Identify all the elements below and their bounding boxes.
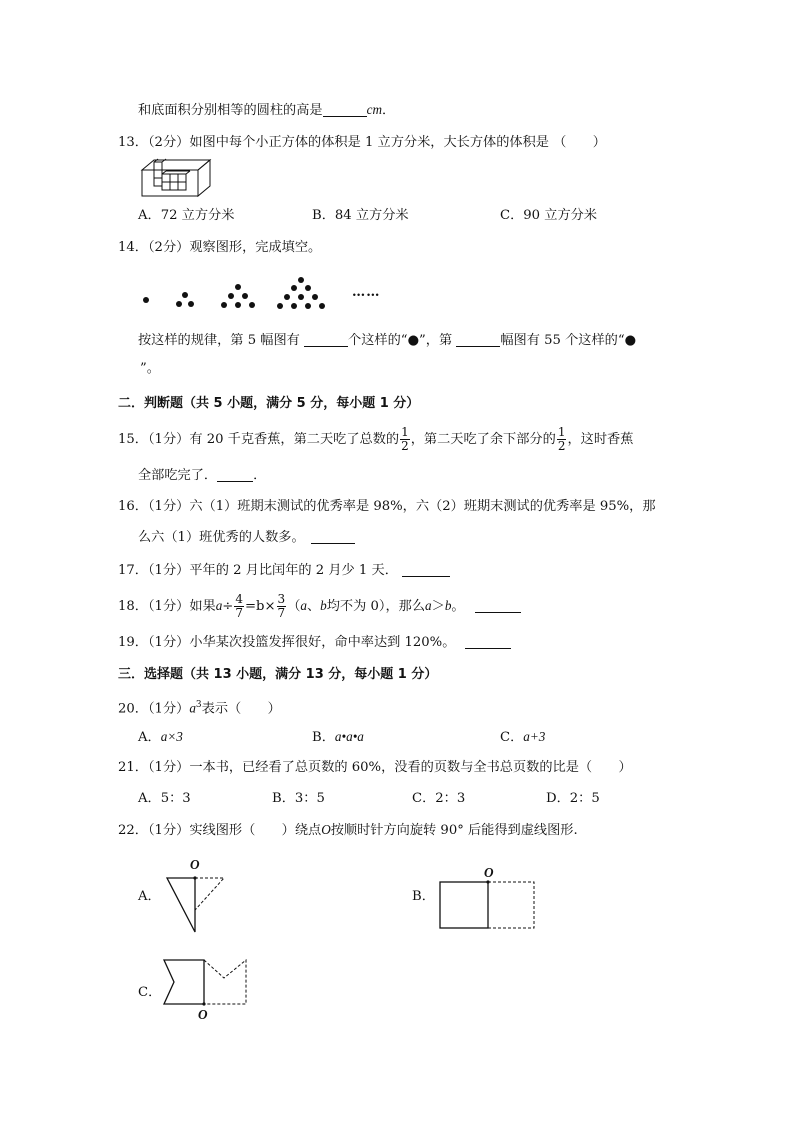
q15-frac2-num: 1 bbox=[557, 425, 566, 439]
q15-text-a: 15．（1分）有 20 千克香蕉，第二天吃了总数的 bbox=[118, 432, 400, 447]
q14-text-c: 幅图有 55 个这样的“● bbox=[500, 333, 637, 348]
q22-option-a-figure[interactable] bbox=[160, 872, 230, 936]
q22-b-o-label: O bbox=[484, 865, 494, 880]
section-2-title: 二．判断题（共 5 小题，满分 5 分，每小题 1 分） bbox=[118, 396, 420, 411]
q18-blank[interactable] bbox=[475, 598, 521, 613]
q21-option-b[interactable]: B．3：5 bbox=[272, 791, 325, 806]
q20-exp: 3 bbox=[195, 700, 202, 710]
q22-stem bbox=[118, 821, 578, 840]
q14-ellipsis: …… bbox=[352, 285, 381, 300]
q19-line bbox=[118, 634, 511, 652]
q20-opt-a-text: a×3 bbox=[160, 729, 183, 744]
q18-frac1-den: 7 bbox=[235, 606, 243, 620]
q16-line1: 16．（1分）六（1）班期末测试的优秀率是 98%，六（2）班期末测试的优秀率是 95%，那 bbox=[118, 499, 656, 514]
q15-frac1-den: 2 bbox=[401, 439, 409, 453]
q21-stem: 21．（1分）一本书，已经看了总页数的 60%，没看的页数与全书总页数的比是（ ） bbox=[118, 760, 632, 775]
q18-cond-rest: 均不为 0），那么 bbox=[326, 599, 426, 614]
q18-paren: （ bbox=[287, 599, 301, 614]
q22-pre: 22．（1分）实线图形（ ）绕点 bbox=[118, 823, 322, 838]
q16-text: 么六（1）班优秀的人数多。 bbox=[138, 530, 305, 545]
q16-line2 bbox=[138, 529, 355, 547]
q12-tail bbox=[138, 101, 395, 120]
q22-option-b-figure[interactable] bbox=[436, 878, 540, 934]
q12-text: 和底面积分别相等的圆柱的高是 bbox=[138, 103, 323, 118]
q14-blank-1[interactable] bbox=[304, 332, 348, 347]
q19-text: 19．（1分）小华某次投篮发挥很好，命中率达到 120%。 bbox=[118, 635, 456, 650]
q12-end: ． bbox=[382, 103, 396, 118]
q22-option-b-label[interactable]: B． bbox=[412, 889, 435, 904]
q15-blank[interactable] bbox=[217, 467, 253, 482]
q17-blank[interactable] bbox=[402, 562, 450, 577]
q22-option-c-label[interactable]: C． bbox=[138, 985, 162, 1000]
q20-pre: 20．（1分） bbox=[118, 701, 190, 717]
q20-option-c[interactable] bbox=[500, 728, 545, 747]
q20-base: a bbox=[189, 700, 196, 716]
q19-blank[interactable] bbox=[465, 634, 511, 649]
q22-option-c-figure[interactable] bbox=[160, 956, 252, 1010]
q20-opt-b-label: B． bbox=[312, 730, 335, 745]
q18-fraction-1 bbox=[234, 593, 244, 620]
q18-line bbox=[118, 588, 521, 625]
q20-opt-c-label: C． bbox=[500, 730, 524, 745]
q14-text-a: 按这样的规律，第 5 幅图有 bbox=[138, 333, 305, 348]
q15-line2 bbox=[138, 467, 266, 485]
q13-option-b[interactable]: B．84 立方分米 bbox=[312, 208, 409, 223]
q18-text-a: 18．（1分）如果 bbox=[118, 599, 216, 614]
q20-opt-b-text: a•a•a bbox=[334, 729, 364, 744]
q18-cmp-b: b bbox=[444, 598, 452, 613]
q18-frac2-den: 7 bbox=[277, 606, 286, 620]
q12-blank[interactable] bbox=[323, 102, 367, 117]
q12-unit: cm bbox=[366, 102, 383, 117]
q15-fraction-2 bbox=[557, 426, 567, 453]
q22-c-o-label: O bbox=[198, 1007, 208, 1022]
q14-line1 bbox=[138, 332, 636, 350]
q18-cond-sep: 、 bbox=[306, 599, 321, 614]
q14-blank-2[interactable] bbox=[456, 332, 500, 347]
q14-stem: 14．（2分）观察图形，完成填空。 bbox=[118, 240, 322, 255]
q17-text: 17．（1分）平年的 2 月比闰年的 2 月少 1 天． bbox=[118, 563, 398, 578]
q20-post: 表示（ ） bbox=[201, 701, 281, 717]
q15-text-b: ，第二天吃了余下部分的 bbox=[410, 432, 556, 447]
q18-cond-b: b bbox=[320, 598, 327, 613]
q15-text-c: ，这时香蕉 bbox=[567, 432, 634, 447]
q22-a-o-label: O bbox=[190, 857, 200, 872]
q18-cond-a: a bbox=[300, 598, 307, 613]
q15-fraction-1 bbox=[400, 426, 410, 453]
q14-line2: ”。 bbox=[140, 361, 160, 376]
q20-option-a[interactable] bbox=[138, 728, 183, 747]
q18-frac1-num: 4 bbox=[235, 592, 243, 606]
q18-fraction-2 bbox=[277, 593, 287, 620]
q18-end: 。 bbox=[451, 599, 465, 614]
q18-cmp-a: a bbox=[425, 598, 432, 613]
q20-opt-a-label: A． bbox=[138, 730, 161, 745]
q20-option-b[interactable] bbox=[312, 728, 364, 747]
q18-var-a: a bbox=[215, 598, 223, 613]
q21-option-c[interactable]: C．2：3 bbox=[412, 791, 466, 806]
q22-post: 按顺时针方向旋转 90° 后能得到虚线图形. bbox=[330, 823, 578, 838]
q22-option-a-label[interactable]: A． bbox=[138, 889, 161, 904]
q18-frac2-num: 3 bbox=[277, 592, 286, 606]
q13-stem: 13．（2分）如图中每个小正方体的体积是 1 立方分米，大长方体的体积是 （ ） bbox=[118, 135, 606, 150]
q13-cuboid-figure bbox=[140, 158, 212, 198]
q18-div: ÷ bbox=[222, 599, 234, 614]
q22-point: O bbox=[321, 822, 331, 837]
q15-frac2-den: 2 bbox=[557, 439, 566, 453]
q21-option-a[interactable]: A．5：3 bbox=[138, 791, 191, 806]
q20-opt-c-text: a+3 bbox=[523, 729, 546, 744]
q21-option-d[interactable]: D．2：5 bbox=[546, 791, 600, 806]
q16-blank[interactable] bbox=[311, 529, 355, 544]
q18-cmp-op: ＞ bbox=[431, 599, 445, 614]
q15-line1 bbox=[118, 422, 633, 458]
q15-frac1-num: 1 bbox=[401, 425, 409, 439]
q13-option-a[interactable]: A．72 立方分米 bbox=[138, 208, 235, 223]
q14-text-b: 个这样的“●”，第 bbox=[348, 333, 457, 348]
q20-stem bbox=[118, 696, 281, 718]
q15-text-d: 全部吃完了． bbox=[138, 468, 218, 483]
q18-mid: =b× bbox=[245, 599, 276, 614]
q17-line bbox=[118, 562, 450, 580]
q15-period: ． bbox=[253, 468, 267, 483]
q13-option-c[interactable]: C．90 立方分米 bbox=[500, 208, 597, 223]
section-3-title: 三．选择题（共 13 小题，满分 13 分，每小题 1 分） bbox=[118, 667, 438, 682]
